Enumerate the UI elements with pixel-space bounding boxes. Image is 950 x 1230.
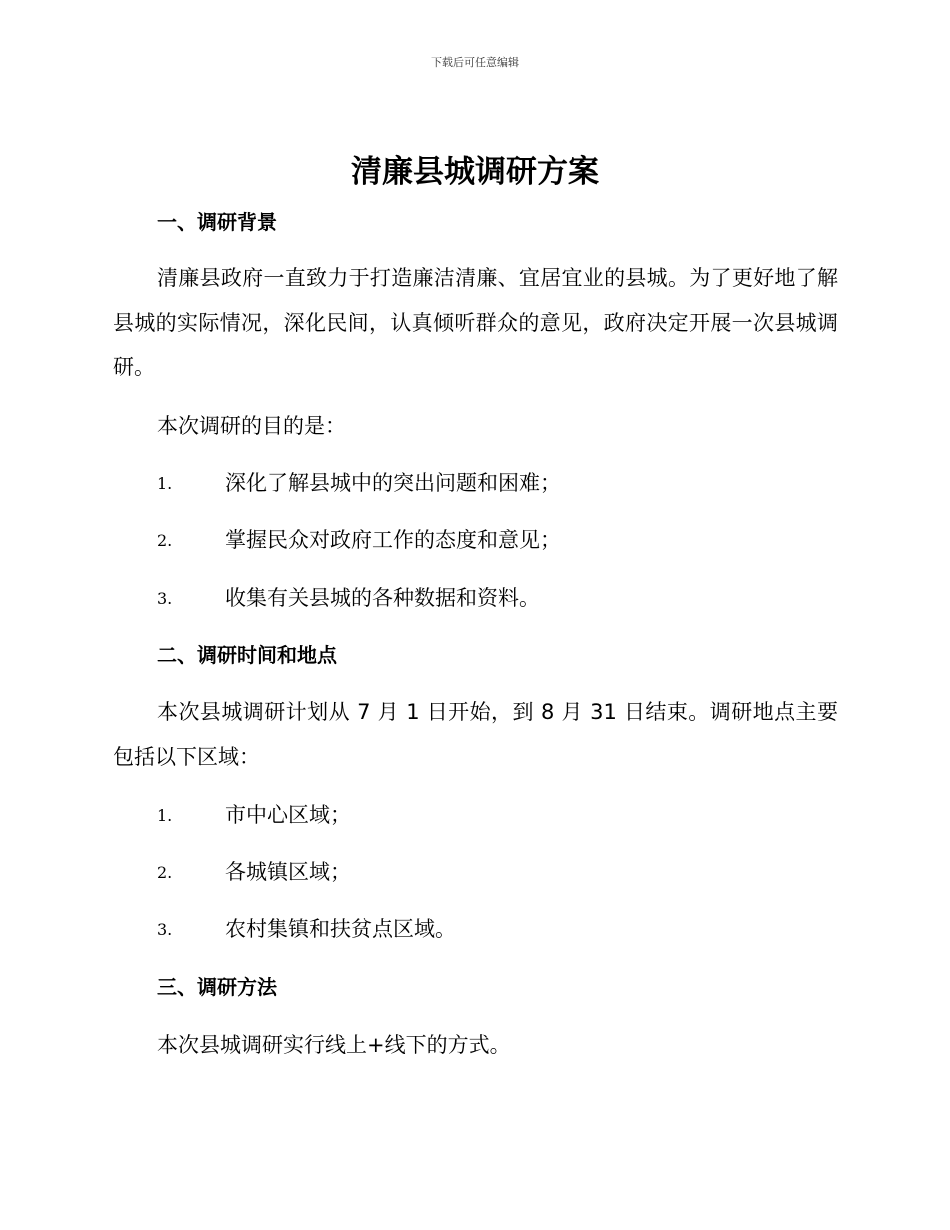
time-place-paragraph: 本次县城调研计划从 7 月 1 日开始，到 8 月 31 日结束。调研地点主要包括以下区域：	[113, 700, 838, 769]
section-heading-method: 三、调研方法	[157, 975, 277, 999]
area-list-item	[157, 857, 837, 887]
list-number: 3.	[157, 920, 173, 939]
list-text: 收集有关县城的各种数据和资料。	[225, 586, 540, 610]
purpose-list-item	[157, 583, 837, 613]
list-text: 各城镇区域；	[225, 860, 351, 884]
list-text: 深化了解县城中的突出问题和困难；	[225, 471, 561, 495]
document-title: 清廉县城调研方案	[351, 154, 599, 190]
method-paragraph: 本次县城调研实行线上+线下的方式。	[157, 1033, 511, 1057]
page-header-note: 下载后可任意编辑	[431, 56, 519, 69]
purpose-list-item	[157, 525, 837, 555]
list-number: 3.	[157, 589, 173, 608]
background-paragraph: 清廉县政府一直致力于打造廉洁清廉、宜居宜业的县城。为了更好地了解县城的实际情况，深化民间，认真倾听群众的意见，政府决定开展一次县城调研。	[113, 266, 838, 379]
area-list-item	[157, 914, 837, 944]
list-text: 农村集镇和扶贫点区域。	[225, 917, 456, 941]
purpose-intro: 本次调研的目的是：	[157, 414, 346, 438]
list-number: 2.	[157, 531, 173, 550]
purpose-list-item	[157, 468, 837, 498]
list-number: 1.	[157, 474, 173, 493]
list-number: 1.	[157, 806, 173, 825]
section-heading-time-place: 二、调研时间和地点	[157, 643, 337, 667]
list-text: 市中心区域；	[225, 803, 351, 827]
section-heading-background: 一、调研背景	[157, 210, 277, 234]
area-list-item	[157, 800, 837, 830]
list-text: 掌握民众对政府工作的态度和意见；	[225, 528, 561, 552]
list-number: 2.	[157, 863, 173, 882]
